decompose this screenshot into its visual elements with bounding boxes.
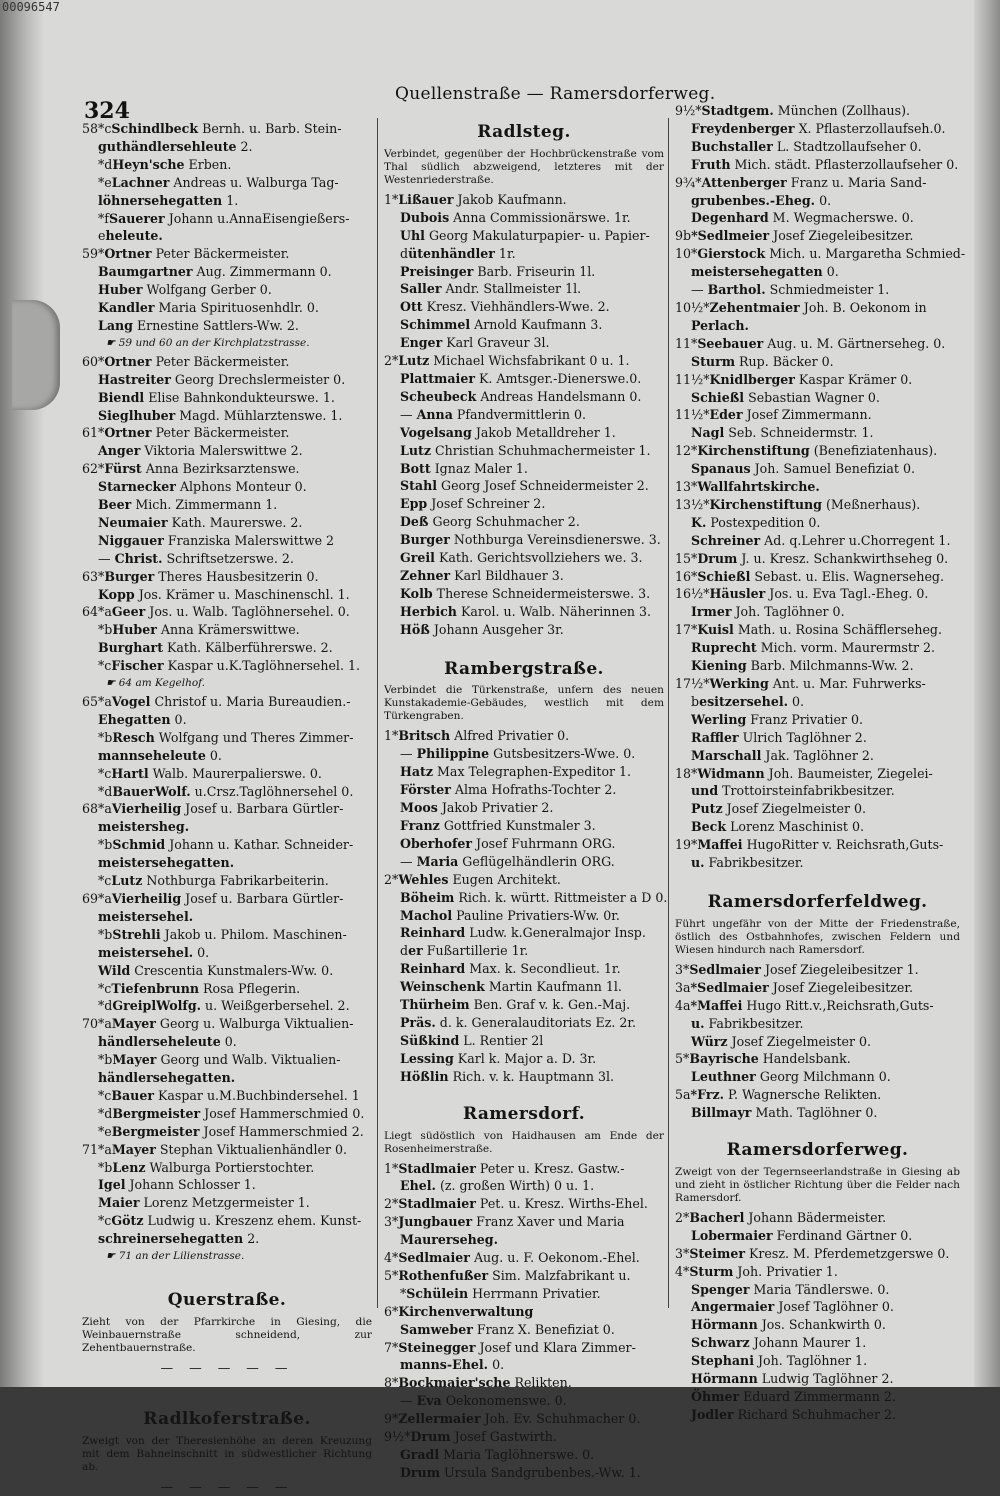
directory-entry: Dubois Anna Commissionärswe. 1r. bbox=[400, 209, 631, 225]
column-3 bbox=[675, 102, 966, 1424]
directory-entry: *cGötz Ludwig u. Kreszenz ehem. Kunst- bbox=[98, 1213, 362, 1229]
directory-entry: Jodler Richard Schuhmacher 2. bbox=[691, 1406, 896, 1422]
section-heading: Querstraße. bbox=[167, 1290, 287, 1310]
directory-entry: 9¾*Attenberger Franz u. Maria Sand- bbox=[675, 174, 927, 190]
page-number: 324 bbox=[84, 98, 130, 124]
directory-entry: Schwarz Johann Maurer 1. bbox=[691, 1335, 867, 1351]
directory-entry: Igel Johann Schlosser 1. bbox=[98, 1177, 256, 1193]
directory-entry: 70*aMayer Georg u. Walburga Viktualien- bbox=[82, 1016, 354, 1032]
directory-entry: *bLenz Walburga Portierstochter. bbox=[98, 1159, 315, 1175]
directory-entry: händlersehegatten. bbox=[98, 1070, 236, 1086]
directory-entry: 60*Ortner Peter Bäckermeister. bbox=[82, 353, 290, 369]
directory-entry: 10½*Zehentmaier Joh. B. Oekonom in bbox=[675, 299, 927, 315]
directory-entry: Putz Josef Ziegelmeister 0. bbox=[691, 801, 867, 817]
section-desc-rambergstrasse: Verbindet die Türkenstraße, unfern des neuen Kunstakademie-Gebäudes, westlich mit dem Türkengraben. bbox=[384, 684, 664, 723]
directory-entry: Gradl Maria Taglöhnerswe. 0. bbox=[400, 1447, 595, 1462]
directory-entry: Fruth Mich. städt. Pflasterzollaufseher 0. bbox=[691, 156, 959, 172]
directory-entry: Machol Pauline Privatiers-Ww. 0r. bbox=[400, 907, 620, 923]
directory-entry: 17½*Werking Ant. u. Mar. Fuhrwerks- bbox=[675, 676, 926, 691]
directory-entry: 13*Wallfahrtskirche. bbox=[675, 479, 820, 495]
directory-entry: — Barthol. Schmiedmeister 1. bbox=[691, 282, 890, 298]
directory-entry: 16½*Häusler Jos. u. Eva Tagl.-Eheg. 0. bbox=[675, 586, 929, 602]
directory-entry: 10*Gierstock Mich. u. Margaretha Schmied- bbox=[675, 246, 966, 262]
column-rule-1 bbox=[377, 118, 378, 1308]
directory-entry: *dBauerWolf. u.Crsz.Taglöhnersehel 0. bbox=[98, 783, 354, 799]
directory-entry: Öhmer Eduard Zimmermann 2. bbox=[691, 1389, 896, 1404]
directory-entry: *cHartl Walb. Maurerpalierswe. 0. bbox=[98, 765, 322, 781]
directory-entry: Niggauer Franziska Malerswittwe 2 bbox=[98, 532, 335, 548]
archive-stamp: 00096547 bbox=[2, 0, 60, 14]
directory-entry: 71*aMayer Stephan Viktualienhändler 0. bbox=[82, 1141, 348, 1157]
directory-entry: Reinhard Ludw. k.Generalmajor Insp. bbox=[400, 925, 646, 941]
directory-entry: Präs. d. k. Generalauditoriats Ez. 2r. bbox=[400, 1014, 637, 1030]
directory-entry: 18*Widmann Joh. Baumeister, Ziegelei- bbox=[675, 765, 933, 781]
column-rule-2 bbox=[668, 118, 669, 1308]
directory-entry: Lessing Karl k. Major a. D. 3r. bbox=[400, 1050, 597, 1066]
directory-entry: 15*Drum J. u. Kresz. Schankwirthseheg 0. bbox=[675, 550, 949, 566]
page-right-edge bbox=[974, 0, 1000, 1387]
directory-entry: Hörmann Jos. Schankwirth 0. bbox=[691, 1317, 886, 1333]
directory-entry: Beer Mich. Zimmermann 1. bbox=[98, 497, 278, 513]
directory-entry: *fSauerer Johann u.AnnaEisengießers- bbox=[98, 210, 350, 226]
directory-entry: *bSchmid Johann u. Kathar. Schneider- bbox=[98, 837, 354, 853]
directory-entry: Scheubeck Andreas Handelsmann 0. bbox=[400, 388, 642, 404]
section-desc-radlsteg: Verbindet, gegenüber der Hochbrückenstraße vom Thal südlich abzweigend, letzteres mit der Westenriederstraße. bbox=[384, 147, 664, 186]
column-2 bbox=[384, 112, 668, 1482]
directory-entry: 3a*Sedlmaier Josef Ziegeleibesitzer. bbox=[675, 979, 913, 995]
directory-entry: 3*Steimer Kresz. M. Pferdemetzgerswe 0. bbox=[675, 1245, 950, 1261]
directory-entry: Herbich Karol. u. Walb. Näherinnen 3. bbox=[400, 603, 652, 619]
section-description: Zieht von der Pfarrkirche in Giesing, die Weinbauernstraße schneidend, zur Zehentbauernstraße. bbox=[82, 1315, 372, 1354]
directory-entry: Baumgartner Aug. Zimmermann 0. bbox=[98, 264, 332, 280]
directory-entry: 59*Ortner Peter Bäckermeister. bbox=[82, 246, 290, 262]
directory-entry: *bResch Wolfgang und Theres Zimmer- bbox=[98, 729, 354, 745]
directory-entry: meistersehegatten 0. bbox=[691, 264, 839, 280]
directory-entry: 1*Stadlmaier Peter u. Kresz. Gastw.- bbox=[384, 1160, 625, 1176]
directory-entry: Lang Ernestine Sattlers-Ww. 2. bbox=[98, 317, 299, 333]
directory-entry: *cFischer Kaspar u.K.Taglöhnersehel. 1. bbox=[98, 658, 360, 674]
directory-entry: grubenbes.-Eheg. 0. bbox=[691, 192, 832, 208]
rambergstrasse-entries bbox=[384, 727, 668, 1085]
directory-entry: Irmer Joh. Taglöhner 0. bbox=[691, 604, 845, 620]
directory-entry: 4a*Maffei Hugo Ritt.v.,Reichsrath,Guts- bbox=[675, 997, 934, 1013]
directory-entry: 7*Steinegger Josef und Klara Zimmer- bbox=[384, 1339, 636, 1355]
section-desc-ramersdorf: Liegt südöstlich von Haidhausen am Ende der Rosenheimerstraße. bbox=[384, 1129, 664, 1155]
directory-entry: Biendl Elise Bahnkondukteurswe. 1. bbox=[98, 389, 335, 405]
directory-entry: *eLachner Andreas u. Walburga Tag- bbox=[98, 174, 339, 190]
section-description: Zweigt von der Theresienhöhe an deren Kreuzung mit dem Bahneinschnitt in südwestlicher Richtung ab. bbox=[82, 1434, 372, 1473]
directory-entry: Samweber Franz X. Benefiziat 0. bbox=[400, 1321, 615, 1337]
directory-entry: Schreiner Ad. q.Lehrer u.Chorregent 1. bbox=[691, 532, 951, 548]
section-heading: Radlkoferstraße. bbox=[143, 1408, 311, 1429]
directory-entry: Enger Karl Graveur 3l. bbox=[400, 335, 550, 351]
section-desc-feldweg: Führt ungefähr von der Mitte der Friedenstraße, östlich des Ostbahnhofes, zwischen Feldern und Wiesen hindurch nach Ramersdorf. bbox=[675, 917, 960, 956]
directory-entry: 65*aVogel Christof u. Maria Bureaudien.- bbox=[82, 694, 351, 709]
directory-entry: 64*aGeer Jos. u. Walb. Taglöhnersehel. 0. bbox=[82, 604, 350, 620]
directory-entry: 11½*Knidlberger Kaspar Krämer 0. bbox=[675, 371, 913, 387]
directory-entry: *dBergmeister Josef Hammerschmied 0. bbox=[98, 1105, 365, 1121]
directory-entry: Hößlin Rich. v. k. Hauptmann 3l. bbox=[400, 1068, 614, 1084]
directory-entry: Huber Wolfgang Gerber 0. bbox=[98, 282, 272, 298]
directory-entry: Greil Kath. Gerichtsvollziehers we. 3. bbox=[400, 550, 643, 566]
directory-entry: Ehegatten 0. bbox=[98, 711, 187, 727]
directory-entry: — Christ. Schriftsetzerswe. 2. bbox=[98, 550, 294, 566]
directory-entry: 8*Bockmaier'sche Relikten. bbox=[384, 1375, 572, 1391]
directory-entry: besitzersehel. 0. bbox=[691, 693, 805, 709]
page-gutter bbox=[0, 0, 44, 1387]
directory-entry: Lutz Christian Schuhmachermeister 1. bbox=[400, 442, 651, 458]
directory-entry: Uhl Georg Makulaturpapier- u. Papier- bbox=[400, 227, 650, 243]
radlsteg-entries bbox=[384, 191, 664, 639]
directory-entry: *eBergmeister Josef Hammerschmied 2. bbox=[98, 1123, 364, 1139]
directory-entry: Süßkind L. Rentier 2l bbox=[400, 1032, 544, 1048]
directory-entry: Spenger Maria Tändlerswe. 0. bbox=[691, 1281, 890, 1297]
directory-entry: Billmayr Math. Taglöhner 0. bbox=[691, 1105, 878, 1121]
directory-entry: meistersehegatten. bbox=[98, 855, 235, 871]
directory-entry: — Anna Pfandvermittlerin 0. bbox=[400, 406, 587, 422]
directory-entry: manns-Ehel. 0. bbox=[400, 1357, 505, 1373]
directory-entry: schreinersehegatten 2. bbox=[98, 1231, 260, 1247]
running-header: Quellenstraße — Ramersdorferweg. bbox=[395, 84, 716, 104]
directory-entry: 3*Jungbauer Franz Xaver und Maria bbox=[384, 1214, 625, 1230]
directory-entry: Stahl Georg Josef Schneidermeister 2. bbox=[400, 478, 649, 494]
directory-entry: 4*Sedlmaier Aug. u. F. Oekonom.-Ehel. bbox=[384, 1250, 640, 1266]
section-heading-ramersdorferweg: Ramersdorferweg. bbox=[726, 1140, 909, 1161]
directory-entry: *bHuber Anna Krämerswittwe. bbox=[98, 622, 300, 638]
directory-entry: 11½*Eder Josef Zimmermann. bbox=[675, 407, 872, 423]
directory-entry: 58*cSchindlbeck Bernh. u. Barb. Stein- bbox=[82, 121, 342, 136]
cross-reference-note: ☛ 64 am Kegelhof. bbox=[106, 677, 206, 690]
directory-entry: 1*Britsch Alfred Privatier 0. bbox=[384, 728, 570, 744]
section-desc-ramersdorferweg: Zweigt von der Tegernseerlandstraße in Giesing ab und zieht in östlicher Richtung über die Felder nach Ramersdorf. bbox=[675, 1165, 960, 1204]
directory-entry: 19*Maffei HugoRitter v. Reichsrath,Guts- bbox=[675, 837, 944, 853]
directory-entry: 62*Fürst Anna Bezirksarztenswe. bbox=[82, 461, 300, 477]
directory-entry: 4*Sturm Joh. Privatier 1. bbox=[675, 1263, 838, 1279]
directory-entry: — Philippine Gutsbesitzers-Wwe. 0. bbox=[400, 746, 636, 762]
directory-entry: Kandler Maria Spirituosenhdlr. 0. bbox=[98, 300, 319, 316]
section-heading-feldweg: Ramersdorferfeldweg. bbox=[707, 891, 928, 912]
directory-entry: Weinschenk Martin Kaufmann 1l. bbox=[400, 979, 622, 995]
column-1-entries bbox=[82, 120, 372, 1266]
directory-entry: Marschall Jak. Taglöhner 2. bbox=[691, 747, 874, 763]
cross-reference-note: ☛ 59 und 60 an der Kirchplatzstrasse. bbox=[106, 336, 310, 349]
column-1-sections bbox=[82, 1292, 372, 1496]
directory-entry: Werling Franz Privatier 0. bbox=[691, 711, 864, 727]
directory-entry: 68*aVierheilig Josef u. Barbara Gürtler- bbox=[82, 801, 344, 817]
directory-entry: Plattmaier K. Amtsger.-Dienerswe.0. bbox=[400, 370, 642, 386]
directory-entry: Raffler Ulrich Taglöhner 2. bbox=[691, 729, 867, 745]
directory-entry: Sturm Rup. Bäcker 0. bbox=[691, 353, 834, 369]
directory-entry: Ehel. (z. großen Wirth) 0 u. 1. bbox=[400, 1178, 595, 1194]
section-dash-placeholder: — — — — — bbox=[160, 1478, 294, 1494]
ramersdorf-entries bbox=[384, 1160, 664, 1482]
directory-entry: 9b*Sedlmeier Josef Ziegeleibesitzer. bbox=[675, 228, 914, 244]
directory-entry: Burger Nothburga Vereinsdienerswe. 3. bbox=[400, 532, 661, 548]
directory-entry: *dHeyn'sche Erben. bbox=[98, 156, 232, 172]
directory-entry: 2*Bacherl Johann Bädermeister. bbox=[675, 1209, 887, 1225]
directory-entry: Drum Ursula Sandgrubenbes.-Ww. 1. bbox=[400, 1464, 641, 1480]
directory-entry: Vogelsang Jakob Metalldreher 1. bbox=[400, 424, 616, 440]
directory-entry: Epp Josef Schreiner 2. bbox=[400, 496, 546, 512]
directory-entry: Sieglhuber Magd. Mühlarztenswe. 1. bbox=[98, 407, 343, 423]
directory-entry: Reinhard Max. k. Secondlieut. 1r. bbox=[400, 961, 621, 977]
column-1 bbox=[82, 120, 372, 1496]
directory-entry: Schimmel Arnold Kaufmann 3. bbox=[400, 317, 603, 333]
directory-entry: Schießl Sebastian Wagner 0. bbox=[691, 389, 880, 405]
directory-entry: 1*Lißauer Jakob Kaufmann. bbox=[384, 191, 567, 207]
directory-entry: Degenhard M. Wegmacherswe. 0. bbox=[691, 210, 914, 226]
directory-entry: Burghart Kath. Kälberführerswe. 2. bbox=[98, 640, 333, 656]
directory-entry: Buchstaller L. Stadtzollaufseher 0. bbox=[691, 138, 922, 154]
directory-entry: — Eva Oekonomenswe. 0. bbox=[400, 1393, 567, 1409]
section-dash-placeholder: — — — — — bbox=[160, 1359, 294, 1375]
directory-entry: 9*Zellermaier Joh. Ev. Schuhmacher 0. bbox=[384, 1411, 641, 1427]
directory-entry: Neumaier Kath. Maurerswe. 2. bbox=[98, 514, 303, 530]
directory-entry: händlerseheleute 0. bbox=[98, 1034, 237, 1050]
directory-entry: *cLutz Nothburga Fabrikarbeiterin. bbox=[98, 873, 329, 889]
directory-entry: u. Fabrikbesitzer. bbox=[691, 1015, 804, 1031]
directory-entry: und Trottoirsteinfabrikbesitzer. bbox=[691, 783, 895, 799]
directory-entry: Stephani Joh. Taglöhner 1. bbox=[691, 1353, 868, 1369]
directory-entry: Lobermaier Ferdinand Gärtner 0. bbox=[691, 1227, 913, 1243]
directory-entry: Ruprecht Mich. vorm. Maurermstr 2. bbox=[691, 640, 935, 656]
directory-entry: 2*Lutz Michael Wichsfabrikant 0 u. 1. bbox=[384, 353, 630, 369]
directory-entry: *cBauer Kaspar u.M.Buchbindersehel. 1 bbox=[98, 1087, 360, 1103]
directory-entry: Bott Ignaz Maler 1. bbox=[400, 460, 528, 476]
section-heading-radlsteg: Radlsteg. bbox=[477, 122, 571, 142]
cross-reference-note: ☛ 71 an der Lilienstrasse. bbox=[106, 1250, 245, 1263]
directory-entry: meistersehel. bbox=[98, 908, 194, 924]
column-3-entries bbox=[675, 102, 966, 872]
directory-entry: Zehner Karl Bildhauer 3. bbox=[400, 567, 564, 583]
directory-entry: Nagl Seb. Schneidermstr. 1. bbox=[691, 425, 874, 441]
directory-entry: *bStrehli Jakob u. Philom. Maschinen- bbox=[98, 926, 347, 942]
directory-entry: Würz Josef Ziegelmeister 0. bbox=[691, 1033, 872, 1049]
directory-entry: 16*Schießl Sebast. u. Elis. Wagnerseheg. bbox=[675, 568, 944, 584]
directory-entry: dütenhändler 1r. bbox=[400, 245, 516, 261]
directory-entry: 11*Seebauer Aug. u. M. Gärtnerseheg. 0. bbox=[675, 335, 946, 351]
directory-entry: Maurerseheg. bbox=[400, 1232, 499, 1248]
directory-entry: 13½*Kirchenstiftung (Meßnerhaus). bbox=[675, 496, 921, 512]
directory-entry: 61*Ortner Peter Bäckermeister. bbox=[82, 425, 290, 441]
directory-entry: Höß Johann Ausgeher 3r. bbox=[400, 621, 564, 637]
directory-entry: Starnecker Alphons Monteur 0. bbox=[98, 479, 307, 495]
directory-entry: Spanaus Joh. Samuel Benefiziat 0. bbox=[691, 461, 915, 477]
directory-entry: Beck Lorenz Maschinist 0. bbox=[691, 819, 864, 835]
directory-entry: Saller Andr. Stallmeister 1l. bbox=[400, 281, 582, 297]
directory-entry: *bMayer Georg und Walb. Viktualien- bbox=[98, 1052, 341, 1068]
directory-entry: 5a*Frz. P. Wagnersche Relikten. bbox=[675, 1087, 882, 1103]
directory-entry: guthändlersehleute 2. bbox=[98, 138, 253, 154]
directory-entry: *cTiefenbrunn Rosa Pflegerin. bbox=[98, 980, 301, 996]
directory-entry: 3*Sedlmaier Josef Ziegeleibesitzer 1. bbox=[675, 961, 919, 977]
directory-entry: Deß Georg Schuhmacher 2. bbox=[400, 514, 580, 530]
directory-entry: Franz Gottfried Kunstmaler 3. bbox=[400, 818, 596, 833]
directory-entry: *dGreiplWolfg. u. Weißgerbersehel. 2. bbox=[98, 998, 350, 1014]
directory-entry: mannseheleute 0. bbox=[98, 747, 222, 763]
directory-entry: 2*Wehles Eugen Architekt. bbox=[384, 871, 561, 887]
directory-entry: Hörmann Ludwig Taglöhner 2. bbox=[691, 1371, 894, 1387]
directory-entry: 9½*Drum Josef Gastwirth. bbox=[384, 1429, 557, 1445]
directory-entry: 63*Burger Theres Hausbesitzerin 0. bbox=[82, 568, 319, 584]
directory-entry: Freydenberger X. Pflasterzollaufseh.0. bbox=[691, 120, 946, 136]
directory-entry: — Maria Geflügelhändlerin ORG. bbox=[400, 853, 615, 869]
directory-entry: Moos Jakob Privatier 2. bbox=[400, 800, 554, 816]
directory-entry: Böheim Rich. k. württ. Rittmeister a D 0. bbox=[400, 889, 668, 905]
directory-entry: Wild Crescentia Kunstmalers-Ww. 0. bbox=[98, 962, 334, 978]
directory-entry: 6*Kirchenverwaltung bbox=[384, 1303, 534, 1319]
section-heading-ramersdorf: Ramersdorf. bbox=[462, 1103, 586, 1124]
directory-entry: Hatz Max Telegraphen-Expeditor 1. bbox=[400, 764, 632, 780]
directory-entry: Kiening Barb. Milchmanns-Ww. 2. bbox=[691, 658, 914, 674]
directory-entry: 12*Kirchenstiftung (Benefiziatenhaus). bbox=[675, 443, 938, 459]
directory-entry: Anger Viktoria Malerswittwe 2. bbox=[98, 443, 303, 459]
directory-entry: 17*Kuisl Math. u. Rosina Schäfflerseheg. bbox=[675, 622, 942, 638]
directory-entry: meistersehel. 0. bbox=[98, 944, 210, 960]
directory-entry: der Fußartillerie 1r. bbox=[400, 943, 529, 959]
directory-entry: Angermaier Josef Taglöhner 0. bbox=[691, 1299, 894, 1315]
directory-entry: 69*aVierheilig Josef u. Barbara Gürtler- bbox=[82, 890, 344, 906]
directory-entry: löhnersehegatten 1. bbox=[98, 192, 239, 208]
directory-entry: Förster Alma Hofraths-Tochter 2. bbox=[400, 782, 617, 798]
directory-entry: Thürheim Ben. Graf v. k. Gen.-Maj. bbox=[400, 997, 631, 1013]
directory-entry: Kopp Jos. Krämer u. Maschinenschl. 1. bbox=[98, 586, 350, 602]
directory-entry: 5*Rothenfußer Sim. Malzfabrikant u. bbox=[384, 1267, 631, 1283]
directory-entry: 9½*Stadtgem. München (Zollhaus). bbox=[675, 103, 911, 118]
binder-clip bbox=[12, 300, 60, 410]
ramersdorferweg-entries bbox=[675, 1209, 960, 1424]
directory-entry: Maier Lorenz Metzgermeister 1. bbox=[98, 1195, 310, 1211]
directory-entry: Kolb Therese Schneidermeisterswe. 3. bbox=[400, 585, 651, 601]
directory-entry: Perlach. bbox=[691, 317, 749, 333]
directory-entry: u. Fabrikbesitzer. bbox=[691, 855, 804, 871]
directory-entry: *Schülein Herrmann Privatier. bbox=[400, 1285, 601, 1301]
directory-entry: 2*Stadlmaier Pet. u. Kresz. Wirths-Ehel. bbox=[384, 1196, 648, 1212]
directory-entry: K. Postexpedition 0. bbox=[691, 514, 821, 530]
directory-entry: Hastreiter Georg Drechslermeister 0. bbox=[98, 371, 346, 387]
feldweg-entries bbox=[675, 961, 960, 1122]
section-heading-rambergstrasse: Rambergstraße. bbox=[444, 658, 604, 679]
directory-entry: 5*Bayrische Handelsbank. bbox=[675, 1051, 851, 1067]
directory-entry: meistersheg. bbox=[98, 819, 190, 835]
directory-entry: Oberhofer Josef Fuhrmann ORG. bbox=[400, 835, 616, 851]
directory-entry: eheleute. bbox=[98, 228, 163, 244]
directory-entry: Leuthner Georg Milchmann 0. bbox=[691, 1069, 891, 1085]
directory-entry: Ott Kresz. Viehhändlers-Wwe. 2. bbox=[400, 299, 610, 315]
directory-entry: Preisinger Barb. Friseurin 1l. bbox=[400, 263, 596, 279]
